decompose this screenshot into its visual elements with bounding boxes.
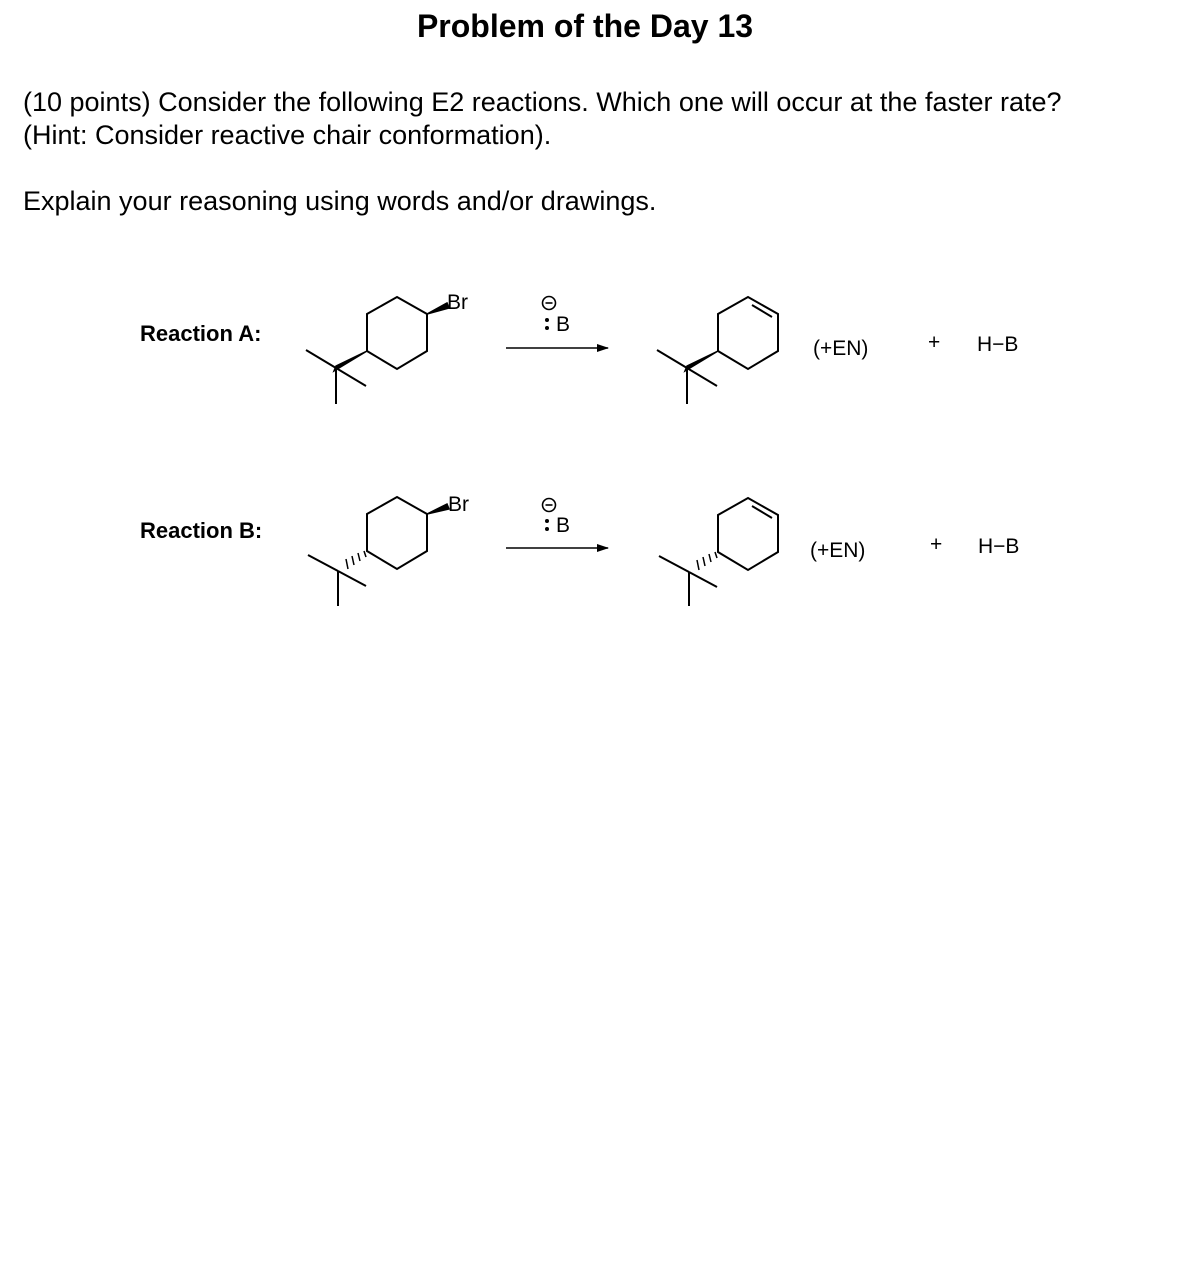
reactant-a-structure xyxy=(306,297,449,404)
reactant-b-br: Br xyxy=(448,493,469,516)
reaction-b-byproduct: H−B xyxy=(978,535,1020,558)
reactant-a-br: Br xyxy=(447,291,468,314)
instruction-text: Explain your reasoning using words and/or drawings. xyxy=(23,186,657,216)
lone-pair-icon xyxy=(545,318,549,322)
base-a-label: B xyxy=(556,313,571,336)
question-text: (10 points) Consider the following E2 reactions. Which one will occur at the faster rate? xyxy=(23,87,1062,117)
product-a-structure xyxy=(657,297,778,404)
base-b-label: B xyxy=(556,514,571,537)
hint-text: (Hint: Consider reactive chair conformation). xyxy=(23,120,552,150)
lone-pair-icon xyxy=(545,519,549,523)
reaction-b-label: Reaction B: xyxy=(140,518,263,543)
reactant-b-structure xyxy=(308,497,449,606)
reaction-b-plus: + xyxy=(930,533,943,556)
reaction-a xyxy=(306,291,1018,404)
reaction-b xyxy=(308,493,1019,606)
reaction-b-note: (+EN) xyxy=(810,539,866,562)
reaction-a-note: (+EN) xyxy=(813,337,869,360)
page-title: Problem of the Day 13 xyxy=(416,8,754,44)
product-b-structure xyxy=(659,498,778,606)
reaction-a-byproduct: H−B xyxy=(977,333,1019,356)
reaction-a-plus: + xyxy=(928,331,941,354)
base-b xyxy=(543,499,571,538)
reaction-a-label: Reaction A: xyxy=(140,321,262,346)
base-a xyxy=(543,297,571,337)
